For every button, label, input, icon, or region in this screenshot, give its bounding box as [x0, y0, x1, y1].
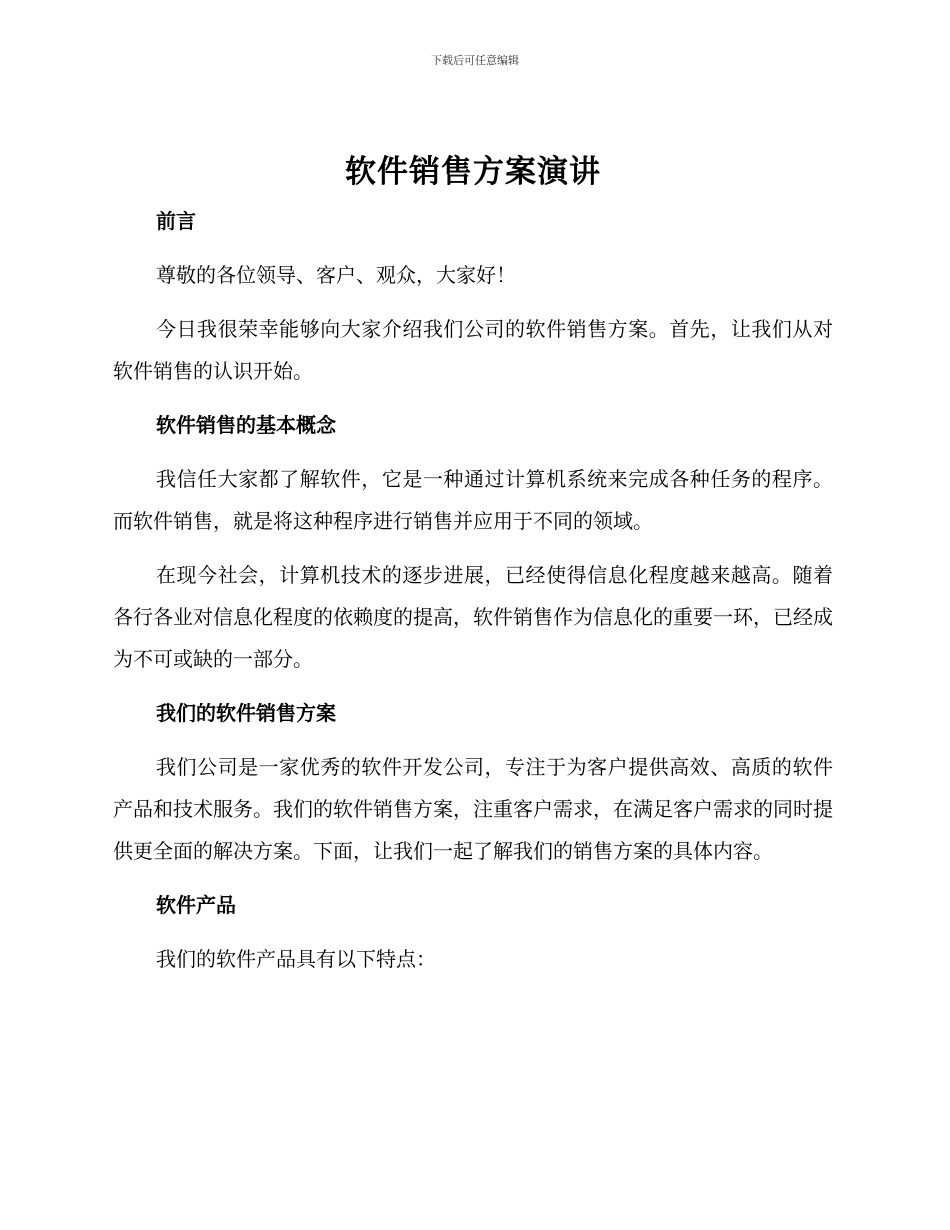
header-note: 下载后可任意编辑 [431, 54, 519, 67]
section-heading: 软件产品 [156, 893, 236, 917]
paragraph: 尊敬的各位领导、客户、观众，大家好！ [156, 263, 516, 287]
section-heading: 前言 [156, 209, 196, 233]
document-body [113, 150, 833, 992]
section-basic-concept [113, 404, 833, 680]
document-title: 软件销售方案演讲 [345, 154, 601, 190]
section-heading: 软件销售的基本概念 [156, 413, 336, 437]
paragraph: 今日我很荣幸能够向大家介绍我们公司的软件销售方案。首先，让我们从对软件销售的认识开始。 [113, 317, 833, 383]
paragraph: 在现今社会，计算机技术的逐步进展，已经使得信息化程度越来越高。随着各行各业对信息化程度的依赖度的提高，软件销售作为信息化的重要一环，已经成为不可或缺的一部分。 [113, 563, 833, 671]
section-software-products [113, 884, 833, 980]
paragraph: 我信任大家都了解软件，它是一种通过计算机系统来完成各种任务的程序。而软件销售，就是将这种程序进行销售并应用于不同的领域。 [113, 467, 833, 533]
paragraph: 我们的软件产品具有以下特点： [156, 947, 436, 971]
paragraph: 我们公司是一家优秀的软件开发公司，专注于为客户提供高效、高质的软件产品和技术服务。我们的软件销售方案，注重客户需求，在满足客户需求的同时提供更全面的解决方案。下面，让我们一起了解我们的销售方案的具体内容。 [113, 755, 833, 863]
section-sales-plan [113, 692, 833, 872]
section-heading: 我们的软件销售方案 [156, 701, 336, 725]
section-preface [113, 200, 833, 392]
